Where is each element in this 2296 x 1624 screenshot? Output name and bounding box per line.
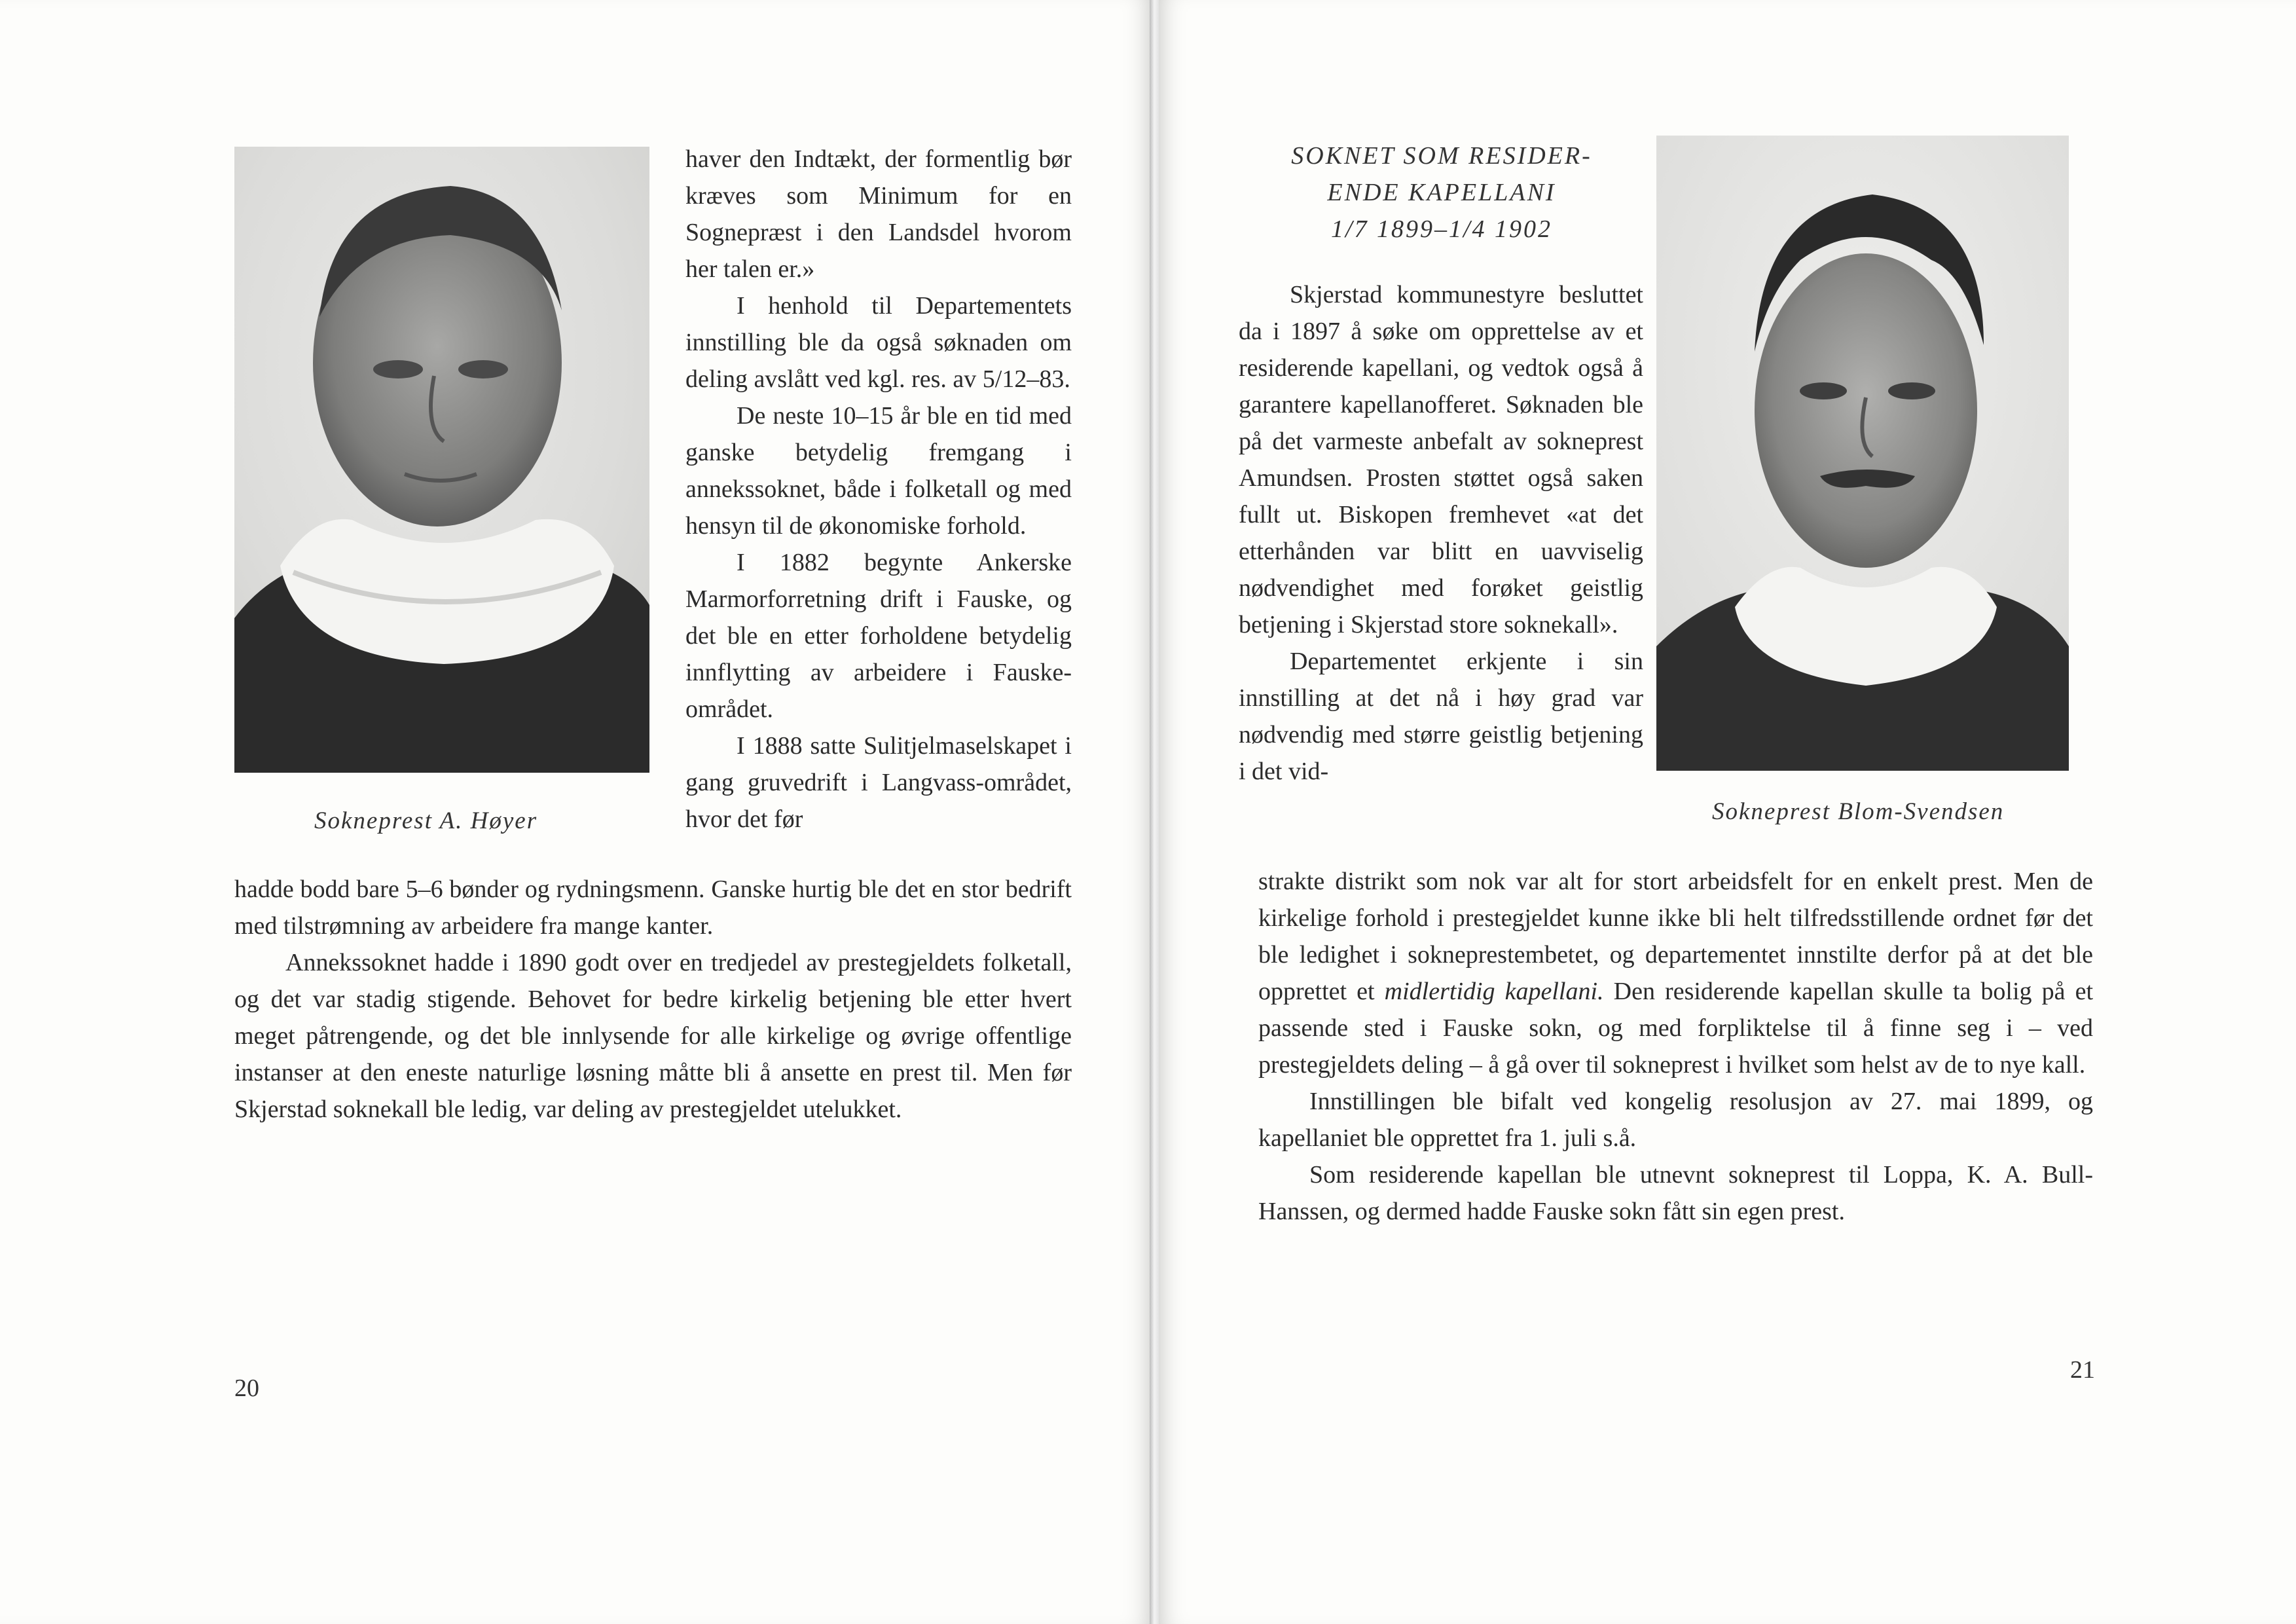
portrait-hoyer-image [234, 147, 649, 773]
paragraph: I 1882 begynte Ankerske Marmorforretning drift i Fauske, og det ble en etter forholdene betydelig innflytting av arbeidere i Fauske-området. [685, 549, 1072, 723]
caption-hoyer: Sokneprest A. Høyer [314, 807, 538, 834]
right-page [1159, 0, 2296, 1624]
paragraph: De neste 10–15 år ble en tid med ganske betydelig fremgang i annekssoknet, både i folketall og med hensyn til de økonomiske forhold. [685, 402, 1072, 540]
left-full-text [234, 871, 1072, 1128]
right-column-text [1239, 276, 1643, 790]
paragraph: hadde bodd bare 5–6 bønder og rydningsmenn. Ganske hurtig ble det en stor bedrift med tilstrømning av arbeidere fra mange kanter. [234, 876, 1072, 940]
heading-line: 1/7 1899–1/4 1902 [1330, 215, 1553, 243]
paragraph: Departementet erkjente i sin innstilling at det nå i høy grad var nødvendig med større geistlig betjening i det vid- [1239, 648, 1643, 785]
paragraph: haver den Indtækt, der formentlig bør kræves som Minimum for en Sognepræst i den Landsdel hvorom her talen er.» [685, 145, 1072, 283]
heading-line: SOKNET SOM RESIDER- [1291, 142, 1592, 170]
paragraph: Som residerende kapellan ble utnevnt sokneprest til Loppa, K. A. Bull-Hanssen, og dermed hadde Fauske sokn fått sin egen prest. [1258, 1161, 2093, 1225]
right-full-text [1258, 863, 2093, 1230]
portrait-blom-svendsen-image [1656, 136, 2069, 771]
text-run: strakte distrikt som nok var alt for stort arbeidsfelt for en enkelt prest. Men de kirkelige forhold i prestegjeldet kunne ikke bli helt tilfredsstillende ordnet før det ble ledighet i sokneprestembetet, og departementet innstilte derfor på at det ble opprettet et [1258, 868, 2093, 1005]
paragraph: I 1888 satte Sulitjelmaselskapet i gang gruvedrift i Langvass-området, hvor det før [685, 732, 1072, 833]
portrait-photo-blom-svendsen [1656, 136, 2069, 771]
emphasis-text: midlertidig kapellani. [1384, 978, 1604, 1005]
caption-blom-svendsen: Sokneprest Blom-Svendsen [1712, 798, 2005, 825]
paragraph: Annekssoknet hadde i 1890 godt over en tredjedel av prestegjeldets folketall, og det var stadig stigende. Behovet for bedre kirkelig betjening ble etter hvert meget påtrengende, og det ble innlysende for alle kirkelige og øvrige offentlige instanser at den eneste naturlige løsning måtte bli å ansette en prest til. Men før Skjerstad soknekall ble ledig, var deling av prestegjeldet utelukket. [234, 949, 1072, 1123]
paragraph: Skjerstad kommunestyre besluttet da i 1897 å søke om opprettelse av et residerende kapellani, og vedtok også å garantere kapellanofferet. Søknaden ble på det varmeste anbefalt av sokneprest Amundsen. Prosten støttet også saken fullt ut. Biskopen fremhevet «at det etterhånden var blitt en uavviselig nødvendighet med forøket geistlig betjening i Skjerstad store soknekall». [1239, 281, 1643, 638]
page-number: 20 [234, 1375, 259, 1402]
page-number: 21 [2070, 1356, 2095, 1384]
paragraph: Innstillingen ble bifalt ved kongelig resolusjon av 27. mai 1899, og kapellaniet ble opprettet fra 1. juli s.å. [1258, 1088, 2093, 1152]
left-column-text [685, 141, 1072, 838]
text-run: Den residerende kapellan skulle ta bolig på et passende sted i Fauske sokn, og med forpliktelse til å finne seg i – ved prestegjeldets deling – å gå over til sokneprest i hvilket som helst av de to nye kall. [1258, 978, 2094, 1079]
section-heading [1252, 138, 1631, 248]
paragraph: I henhold til Departementets innstilling ble da også søknaden om deling avslått ved kgl. res. av 5/12–83. [685, 292, 1072, 393]
heading-line: ENDE KAPELLANI [1327, 179, 1556, 206]
portrait-photo-hoyer [234, 147, 649, 773]
paragraph [1258, 863, 2093, 1083]
